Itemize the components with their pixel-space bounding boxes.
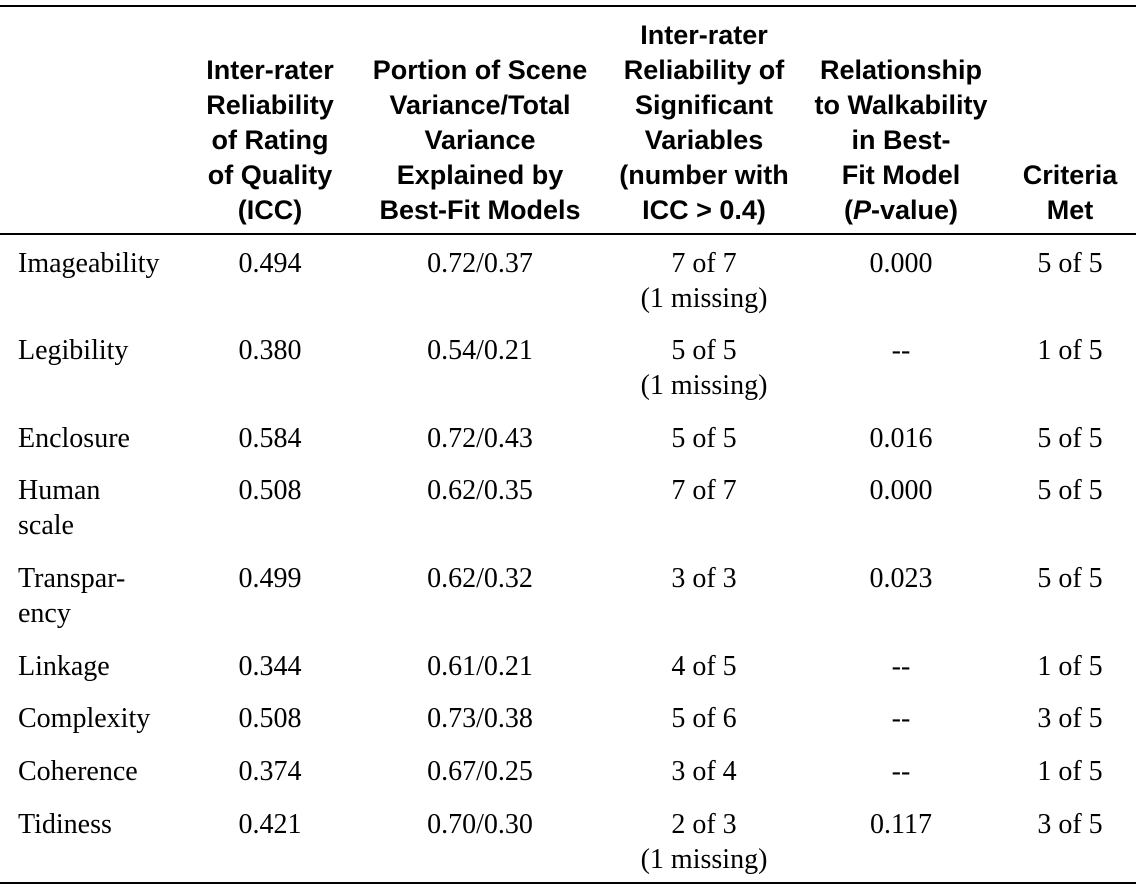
icc-cell: 0.499 [238,563,302,594]
criteria-cell: 3 of 5 [1037,703,1103,734]
criteria-cell: 5 of 5 [1037,563,1103,594]
quality-cell [18,333,208,368]
icc-cell: 0.508 [238,475,302,506]
header-line: Met [1046,195,1094,225]
quality-name: Transpar- [18,563,126,594]
criteria-cell: 1 of 5 [1037,335,1103,366]
header-line: Portion of Scene [372,55,588,85]
significant-value: 2 of 3 [671,809,737,840]
quality-cell [18,649,208,684]
pvalue-cell: -- [891,703,911,734]
pvalue-cell: -- [891,651,911,682]
header-stub [0,10,190,228]
significant-cell [604,649,804,684]
header-line: (P-value) [843,195,959,225]
header-criteria [1006,10,1134,228]
significant-cell [604,246,804,316]
variance-cell: 0.73/0.38 [427,703,533,734]
header-line: (ICC) [237,195,303,225]
header-line: (number with [619,160,789,190]
quality-name-cont: ency [18,598,71,629]
significant-cell [604,473,804,508]
quality-name: Coherence [18,756,138,787]
criteria-cell: 5 of 5 [1037,475,1103,506]
significant-note: (1 missing) [640,370,768,401]
significant-cell [604,807,804,877]
criteria-cell: 1 of 5 [1037,756,1103,787]
quality-cell [18,754,208,789]
icc-cell: 0.494 [238,248,302,279]
quality-name: Legibility [18,335,129,366]
header-line: Fit Model [841,160,961,190]
significant-value: 3 of 3 [671,563,737,594]
icc-cell: 0.380 [238,335,302,366]
significant-note: (1 missing) [640,283,768,314]
pvalue-cell: -- [891,335,911,366]
table-bottom-rule [0,882,1136,884]
significant-value: 5 of 5 [671,423,737,454]
variance-cell: 0.72/0.37 [427,248,533,279]
significant-value: 7 of 7 [671,475,737,506]
quality-cell [18,421,208,456]
quality-name: Human [18,475,101,506]
quality-name: Complexity [18,703,151,734]
variance-cell: 0.70/0.30 [427,809,533,840]
significant-cell [604,561,804,596]
criteria-cell: 3 of 5 [1037,809,1103,840]
header-line: Variance/Total [389,90,571,120]
variance-cell: 0.62/0.35 [427,475,533,506]
icc-cell: 0.584 [238,423,302,454]
variance-cell: 0.61/0.21 [427,651,533,682]
significant-cell [604,701,804,736]
header-line: Inter-rater [206,55,334,85]
header-line: Variance [424,125,536,155]
significant-value: 5 of 5 [671,335,737,366]
header-line: Best-Fit Models [379,195,581,225]
header-line: of Quality [207,160,333,190]
header-walkability [806,10,996,228]
icc-cell: 0.508 [238,703,302,734]
header-line: of Rating [211,125,329,155]
header-line: to Walkability [814,90,988,120]
pvalue-cell: 0.016 [869,423,933,454]
header-variance [358,10,602,228]
significant-value: 7 of 7 [671,248,737,279]
significant-cell [604,754,804,789]
quality-cell [18,246,208,281]
header-line: Relationship [819,55,982,85]
pvalue-cell: 0.000 [869,475,933,506]
significant-cell [604,333,804,403]
header-line: Significant [634,90,773,120]
pvalue-cell: -- [891,756,911,787]
criteria-cell: 1 of 5 [1037,651,1103,682]
icc-cell: 0.374 [238,756,302,787]
quality-name: Enclosure [18,423,130,454]
quality-name-cont: scale [18,510,74,541]
quality-cell [18,473,208,543]
pvalue-cell: 0.117 [870,809,932,840]
criteria-cell: 5 of 5 [1037,423,1103,454]
pvalue-cell: 0.023 [869,563,933,594]
icc-cell: 0.344 [238,651,302,682]
variance-cell: 0.72/0.43 [427,423,533,454]
variance-cell: 0.54/0.21 [427,335,533,366]
significant-value: 5 of 6 [671,703,737,734]
quality-name: Imageability [18,248,160,279]
table-top-rule [0,5,1136,7]
header-line: Criteria [1022,160,1118,190]
criteria-cell: 5 of 5 [1037,248,1103,279]
variance-cell: 0.62/0.32 [427,563,533,594]
header-line: Explained by [396,160,564,190]
significant-cell [604,421,804,456]
quality-name: Linkage [18,651,110,682]
header-line: Reliability [206,90,334,120]
significant-value: 4 of 5 [671,651,737,682]
significant-value: 3 of 4 [671,756,737,787]
variance-cell: 0.67/0.25 [427,756,533,787]
significant-note: (1 missing) [640,844,768,875]
icc-cell: 0.421 [238,809,302,840]
header-icc [200,10,340,228]
quality-cell [18,561,208,631]
quality-name: Tidiness [18,809,112,840]
header-line: Variables [644,125,764,155]
header-significant [604,10,804,228]
header-line: Inter-rater [640,20,768,50]
header-line: in Best- [851,125,951,155]
quality-cell [18,807,208,842]
header-line: ICC > 0.4) [642,195,766,225]
quality-cell [18,701,208,736]
pvalue-cell: 0.000 [869,248,933,279]
header-line: Reliability of [623,55,785,85]
table-header-rule [0,233,1136,235]
